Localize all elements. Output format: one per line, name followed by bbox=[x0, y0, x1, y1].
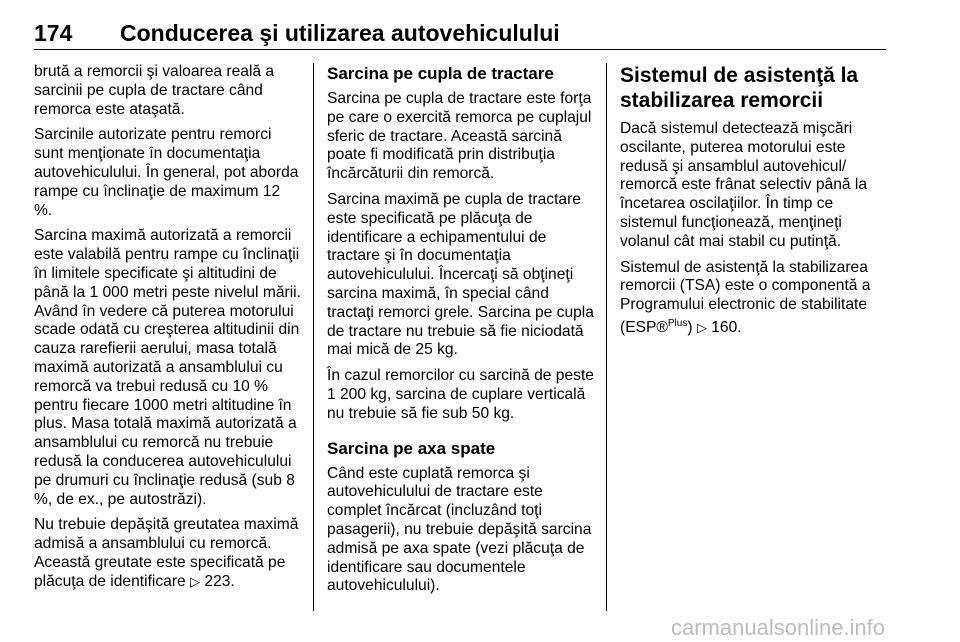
page-number: 174 bbox=[34, 20, 73, 46]
page-reference-link[interactable] bbox=[697, 319, 742, 336]
column-divider bbox=[606, 63, 607, 611]
column-3 bbox=[620, 63, 890, 345]
superscript: Plus bbox=[667, 317, 688, 329]
page-title: Conducerea şi utilizarea autovehiculului bbox=[120, 20, 560, 46]
page-reference-arrow-icon: ▷ bbox=[696, 320, 707, 336]
page-reference-number: 223. bbox=[204, 572, 235, 590]
page-reference-number: 160. bbox=[711, 319, 742, 337]
page-reference-arrow-icon: ▷ bbox=[190, 573, 201, 589]
section-heading: Sarcina pe axa spate bbox=[327, 438, 496, 458]
paragraph: Sarcina maximă autorizată a remorcii este valabilă pentru rampe cu înclinaţii în limitele specificate şi altitudini de până la 1 000 metri peste nivelul mării. Având în vedere că puterea motorului scade odată cu creşterea altitudinii din cauza rarefierii aerului, masa totală maximă autorizată a ansamblului cu remorcă va trebui redusă cu 10 % pentru fiecare 1000 metri altitudine în plus. Masa totală maximă autorizată a ansamblului cu remorcă nu trebuie redusă la conducerea autovehiculului pe drumuri cu înclinaţie redusă (sub 8 %, de ex., pe autostrăzi). bbox=[34, 227, 301, 508]
paragraph-text: ) bbox=[687, 319, 693, 337]
column-divider bbox=[313, 63, 314, 611]
section-heading: Sarcina pe cupla de tractare bbox=[327, 64, 554, 83]
paragraph: În cazul remorcilor cu sarcină de peste 1 200 kg, sarcina de cuplare verticală nu trebuie să fie sub 50 kg. bbox=[327, 367, 594, 422]
column-2 bbox=[327, 63, 597, 603]
section-heading: Sistemul de asistenţă la stabilizarea remorcii bbox=[620, 64, 859, 112]
watermark: carmanualsonline.info bbox=[671, 615, 886, 640]
page-reference-link[interactable] bbox=[190, 573, 235, 590]
header-divider bbox=[34, 49, 886, 50]
column-1 bbox=[34, 63, 302, 599]
paragraph: Când este cuplată remorca şi autovehiculului de tractare este complet încărcat (incluzând toţi pasagerii), nu trebuie depăşită sarcina admisă pe axa spate (vezi plăcuţa de identificare sau documentele autovehiculului). bbox=[327, 464, 592, 595]
paragraph-text: Sistemul de asistenţă la stabilizarea remorcii (TSA) este o componentă a Programului electronic de stabilitate (ESP® bbox=[620, 258, 871, 337]
paragraph bbox=[620, 259, 890, 338]
paragraph: Sarcina maximă pe cupla de tractare este specificată pe plăcuţa de identificare a echipamentului de tractare şi în documentaţia autovehiculului. Încercaţi să obţineţi sarcina maximă, în special când tractaţi remorci grele. Sarcina pe cupla de tractare nu trebuie să fie niciodată mai mică de 25 kg. bbox=[327, 190, 594, 359]
paragraph-text: Nu trebuie depăşită greutatea maximă admisă a ansamblului cu remorcă. Această greutate este specificată pe plăcuţa de identificare bbox=[34, 516, 299, 590]
paragraph bbox=[34, 516, 302, 591]
paragraph: Sarcinile autorizate pentru remorci sunt menţionate în documentaţia autovehiculului. În general, pot aborda rampe cu înclinaţie de maximum 12 %. bbox=[34, 126, 299, 219]
paragraph: brută a remorcii şi valoarea reală a sarcinii pe cupla de tractare când remorca este ataşată. bbox=[34, 63, 275, 118]
paragraph: Sarcina pe cupla de tractare este forţa pe care o exercită remorca pe cuplajul sferic de tractare. Această sarcină poate fi modificată prin distribuţia încărcăturii din remorcă. bbox=[327, 90, 592, 183]
page-header bbox=[34, 20, 886, 50]
paragraph: Dacă sistemul detectează mişcări oscilante, puterea motorului este redusă şi ansamblul autovehicul/ remorcă este frânat selectiv până la încetarea oscilaţiilor. În timp ce sistemul funcţionează, menţineţi volanul cât mai stabil cu putinţă. bbox=[620, 120, 868, 250]
